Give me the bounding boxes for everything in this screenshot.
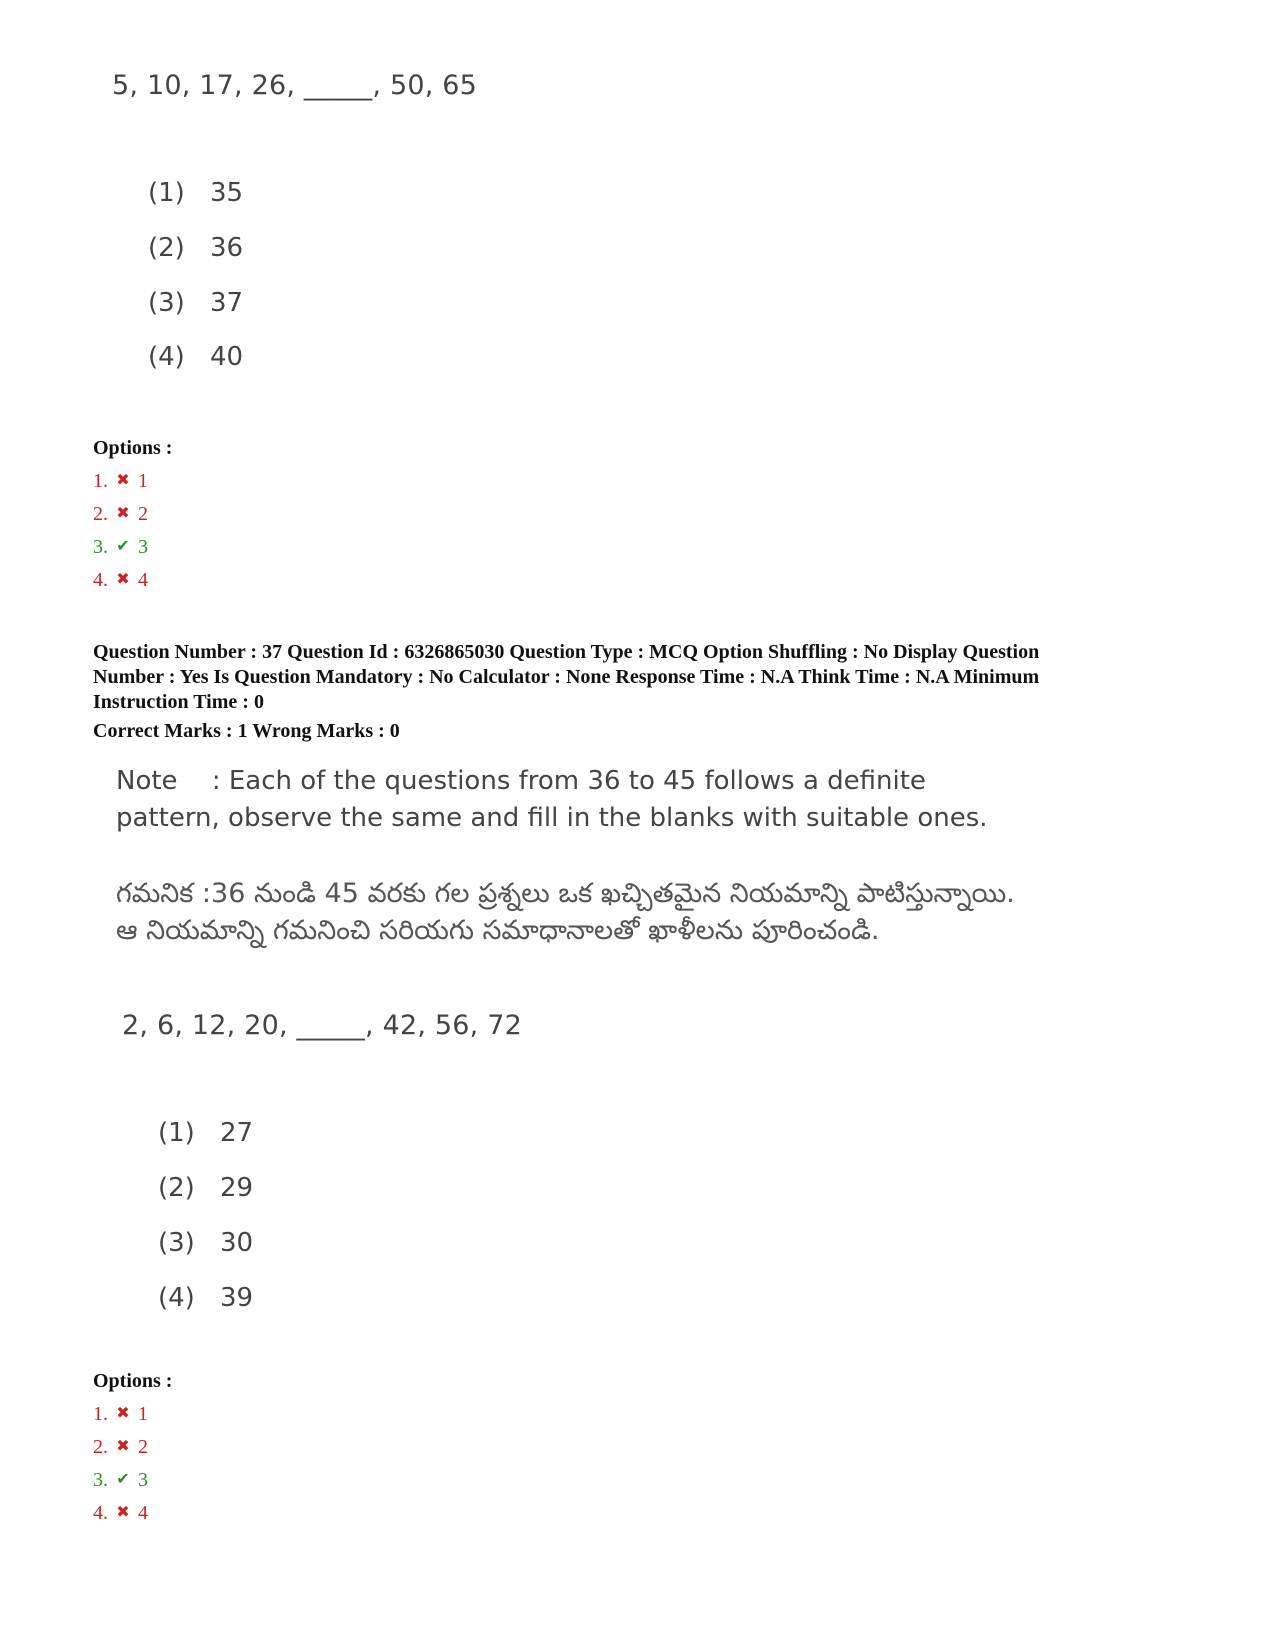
option-prefix: 3.: [93, 536, 108, 558]
question-37-sequence: 2, 6, 12, 20, _____, 42, 56, 72: [122, 1010, 522, 1041]
choice-value: 39: [220, 1283, 254, 1313]
question-marks: Correct Marks : 1 Wrong Marks : 0: [93, 720, 400, 742]
check-icon: ✔: [116, 1471, 130, 1488]
question-meta-line-2: Number : Yes Is Question Mandatory : No Calculator : None Response Time : N.A Think Time : N.A Minimum: [93, 666, 1040, 688]
choice-number: (4): [148, 342, 185, 372]
question-37-choice-1: [158, 1118, 253, 1148]
option-prefix: 2.: [93, 1436, 108, 1458]
option-prefix: 2.: [93, 503, 108, 525]
option-row-4: [93, 565, 148, 595]
question-note-telugu: గమనిక :36 నుండి 45 వరకు గల ప్రశ్నలు ఒక ఖచ్చితమైన నియమాన్ని పాటిస్తున్నాయి. ఆ నియమాన్ని గమనించి సరియగు సమాధానాలతో ఖాళీలను పూరించండి.: [116, 878, 1015, 946]
option-value: 3: [138, 1469, 148, 1491]
question-36-choice-4: [148, 342, 243, 372]
option-value: 2: [138, 1436, 148, 1458]
choice-number: (4): [158, 1283, 195, 1313]
choice-number: (2): [158, 1173, 195, 1203]
choice-number: (2): [148, 233, 185, 263]
cross-icon: ✖: [116, 505, 130, 522]
option-prefix: 3.: [93, 1469, 108, 1491]
cross-icon: ✖: [116, 472, 130, 489]
option-row-3: [93, 1465, 148, 1495]
question-note: [116, 763, 1016, 837]
option-prefix: 4.: [93, 569, 108, 591]
question-36-choice-1: [148, 178, 243, 208]
option-prefix: 1.: [93, 1403, 108, 1425]
note-label: Note: [116, 766, 178, 796]
cross-icon: ✖: [116, 571, 130, 588]
option-row-1: [93, 1399, 148, 1429]
option-value: 2: [138, 503, 148, 525]
question-37-choice-3: [158, 1228, 253, 1258]
question-37-choice-2: [158, 1173, 253, 1203]
choice-value: 37: [210, 288, 244, 318]
question-meta-line-3: Instruction Time : 0: [93, 691, 264, 713]
option-value: 1: [138, 470, 148, 492]
check-icon: ✔: [116, 538, 130, 555]
choice-value: 30: [220, 1228, 254, 1258]
option-value: 4: [138, 569, 148, 591]
choice-number: (1): [148, 178, 185, 208]
question-meta-line-1: Question Number : 37 Question Id : 6326865030 Question Type : MCQ Option Shuffling : No Display Question: [93, 641, 1040, 663]
choice-number: (1): [158, 1118, 195, 1148]
option-value: 4: [138, 1502, 148, 1524]
choice-number: (3): [148, 288, 185, 318]
option-value: 1: [138, 1403, 148, 1425]
option-prefix: 1.: [93, 470, 108, 492]
choice-value: 35: [210, 178, 244, 208]
option-row-3: [93, 532, 148, 562]
choice-number: (3): [158, 1228, 195, 1258]
option-row-2: [93, 499, 148, 529]
choice-value: 27: [220, 1118, 254, 1148]
cross-icon: ✖: [116, 1504, 130, 1521]
question-37-choice-4: [158, 1283, 253, 1313]
option-row-2: [93, 1432, 148, 1462]
option-row-4: [93, 1498, 148, 1528]
choice-value: 36: [210, 233, 244, 263]
note-text: : Each of the questions from 36 to 45 follows a definite pattern, observe the same and fill in the blanks with suitable ones.: [116, 766, 988, 833]
option-prefix: 4.: [93, 1502, 108, 1524]
choice-value: 40: [210, 342, 244, 372]
question-36-choice-2: [148, 233, 243, 263]
options-heading: Options :: [93, 437, 173, 459]
options-heading: Options :: [93, 1370, 173, 1392]
option-value: 3: [138, 536, 148, 558]
question-36-choice-3: [148, 288, 243, 318]
choice-value: 29: [220, 1173, 254, 1203]
question-meta: [93, 640, 1039, 715]
cross-icon: ✖: [116, 1405, 130, 1422]
cross-icon: ✖: [116, 1438, 130, 1455]
option-row-1: [93, 466, 148, 496]
question-36-sequence: 5, 10, 17, 26, _____, 50, 65: [112, 70, 478, 101]
